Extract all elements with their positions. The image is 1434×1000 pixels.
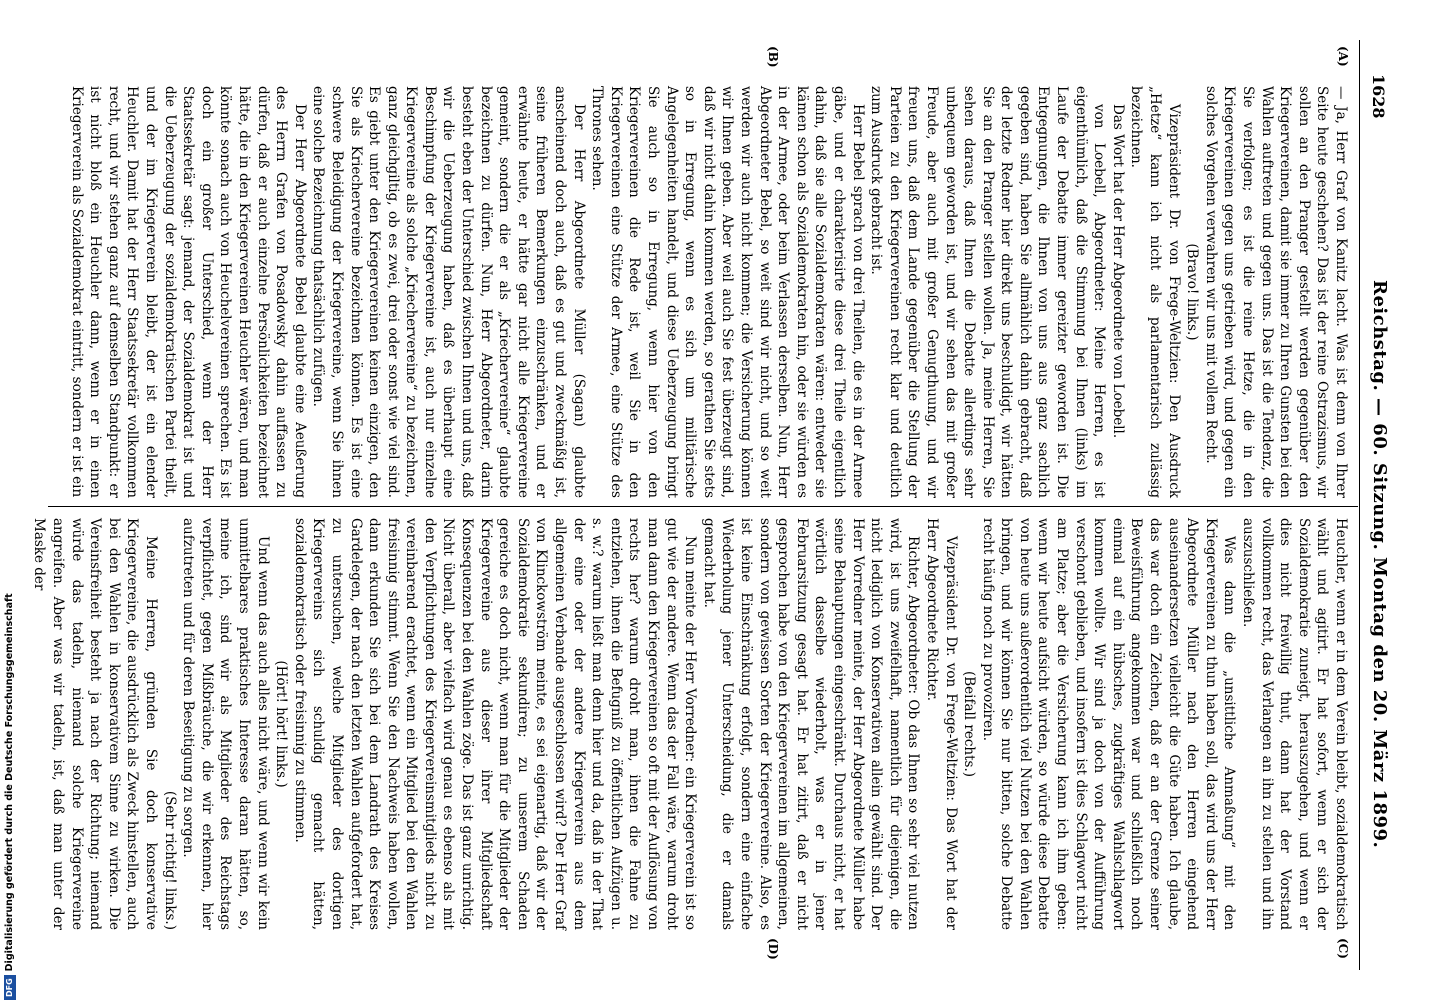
paragraph: (Beifall rechts.): [961, 670, 978, 778]
paragraph: (Bravo! links.): [1184, 243, 1201, 341]
page-number: 1628: [1369, 74, 1388, 119]
paragraph: Vizepräsident Dr. von Frege-Weltzien: Den Ausdruck „Hetze“ kann ich nicht als parlamentarisch zulässig bezeichnen.: [1128, 86, 1182, 498]
column-divider: [48, 506, 1358, 507]
paragraph: Was dann die „unsittliche Anmaßung“ mit den Kriegervereinen zu thun haben soll, das wird uns der Herr Abgeordnete Müller nach den Herren eingehend auseinandersetzen vielleicht die Güte haben. Ich glaube, das war doch ein Zeichen, daß er an der Grenze seiner Beweisführung angekommen war und schließlich noch einmal auf ein hübsches, zugkräftiges Wahlschlagwort kommen wollte. Wir sind ja doch von der Aufführung verschont geblieben, und insofern ist dies Schlagwort nicht am Platze; aber die Versicherung kann ich ihm geben: wenn wir heute aufsicht würden, so würde diese Debatte von heute uns außerordentlich viel Nutzen bei den Wahlen bringen, und wir können Sie nur bitten, solche Debatte recht häufig noch zu provoziren.: [979, 518, 1238, 930]
dfg-logo: DFG: [4, 975, 16, 1000]
paragraph: Nun meinte der Herr Vorredner: ein Kriegerverein ist so gut wie der andere. Wenn das der Fall wäre, warum droht man dann den Kriegervereinen so oft mit der Auflösung von rechts her? warum droht man, ihnen die Fahne zu entziehen, ihnen die Befugniß zu öffentlichen Aufzügen u. s. w.? warum ließt man denn hier und da, daß in der That der eine oder der andere Kriegerverein aus dem allgemeinen Verbande ausgeschlossen wird? Der Herr Graf von Klinckowström meinte, es sei eigenartig, daß wir der Sozialdemokratie sekundiren; zu unserem Schaden gereiche es doch nicht, wenn man für die Mitglieder der Kriegervereine aus dieser ihrer Mitgliedschaft Konsequenzen bei den Wahlen zöge. Das ist ganz unrichtig. Nicht überall, aber vielfach wird genau es ebenso als mit den Verpflichtungen des Kriegervereinsmitglieds nicht zu vereinbarend erachtet, wenn ein Mitglied bei den Wahlen freisinnig stimmt. Wenn Sie den Nachweis haben wollen, dann erkunden Sie sich bei dem Landrath des Kreises Gardelegen, der nach den letzten Wahlen aufgefordert hat, zu untersuchen, welche Mitglieder des dortigen Kriegervereins sich schuldig gemacht hätten, sozialdemokratisch oder freisinnig zu stimmen.: [291, 518, 699, 930]
margin-marker-b: (B): [766, 46, 780, 68]
paragraph: Und wenn das auch alles nicht wäre, und wenn wir kein unmittelbares praktisches Interesse daran hätten, so, meine ich, sind wir als Mitglieder des Reichstags verpflichtet, gegen Mißbräuche, die wir erkennen, hier aufzutreten und für deren Beseitigung zu sorgen.: [180, 518, 271, 930]
paragraph: (Hört! hört! links.): [273, 660, 290, 788]
credit-text: Digitalisierung gefördert durch die Deutsche Forschungsgemeinschaft: [4, 593, 15, 972]
paragraph: Richter, Abgeordneter: Ob das Ihnen so sehr viel nutzen wird, ist uns zweifelhaft, namentlich für diejenigen, die nicht lediglich von Konservativen allein gewählt sind. Der Herr Vorredner meinte, der Herr Abgeordnete Müller habe seine Behauptungen eingeschränkt. Durchaus nicht, er hat wörtlich dasselbe wiederholt, was er in jener Februarsitzung gesagt hat. Er hat zitirt, daß er nicht gesprochen habe von den Kriegervereinen im allgemeinen, sondern von gewissen Sorten der Kriegervereine. Also, es ist keine Einschränkung erfolgt, sondern eine einfache Wiederholung jener Unterscheidung, die er damals gemacht hat.: [700, 518, 922, 930]
page-canvas: [31, 40, 1400, 970]
left-text-column: [50, 86, 1350, 498]
paragraph: Das Wort hat der Herr Abgeordnete von Loebell.: [1109, 104, 1126, 439]
page-title: Reichstag. — 60. Sitzung. Montag den 20. März 1899.: [1369, 280, 1390, 849]
right-text-column: [31, 518, 1350, 930]
paragraph: Vizepräsident Dr. von Frege-Weltzien: Das Wort hat der Herr Abgeordnete Richter.: [923, 518, 959, 930]
paragraph: Herr Bebel sprach von drei Theilen, die es in der Armee gäbe, und er charakterisirte diese drei Theile eigentlich dahin, daß sie alle Sozialdemokraten wären: entweder sie kämen schon als Sozialdemokraten hin, oder sie würden es in der Armee, oder beim Verlassen derselben. Nun, Herr Abgeordneter Bebel, so weit sind wir nicht, und so weit werden wir auch nicht kommen; die Versicherung können wir Ihnen geben. Aber weil auch Sie fest überzeugt sind, daß wir nicht dahin kommen werden, so gerathen Sie stets so in Erregung, wenn es sich um militärische Angelegenheiten handelt, und diese Ueberzeugung bringt Sie auch so in Erregung, wenn hier von den Kriegervereinen die Rede ist, weil Sie in den Kriegervereinen eine Stütze der Armee, eine Stütze des Thrones sehen.: [589, 86, 866, 498]
scanned-page: [31, 40, 1400, 970]
margin-marker-d: (D): [766, 938, 780, 960]
paragraph: (Sehr richtig! links.): [161, 790, 178, 930]
page-header: [1359, 40, 1400, 970]
margin-marker-a: (A): [1336, 46, 1350, 67]
paragraph: Der Herr Abgeordnete Müller (Sagan) glaubte anscheinend doch auch, daß es gut und zweckmäßig ist, seine früheren Bemerkungen einzuschränken, und er erwähnte heute, er hätte gar nicht alle Kriegervereine gemeint, sondern die er als „Kriechervereine“ glaubte bezeichnen zu dürfen. Nun, Herr Abgeordneter, darin besteht eben der Unterschied zwischen Ihnen und uns, daß wir die Ueberzeugung haben, daß es überhaupt eine Beschimpfung der Kriegervereine ist, auch nur einzelne Kriegervereine als solche „Kriechervereine“ zu bezeichnen, ganz gleichgiltig, ob es zwei, drei oder sonst wie viel sind. Es giebt unter den Kriegervereinen keinen einzigen, den Sie als Kriechervereine bezeichnen können. Es ist eine schwere Beleidigung der Kriegervereine, wenn Sie ihnen eine solche Bezeichnung thatsächlich zufügen.: [310, 86, 587, 498]
paragraph: Der Herr Abgeordnete Bebel glaubte eine Aeußerung des Herrn Grafen von Posadowsky dahin auffassen zu dürfen, daß er auch einzelne Persönlichkeiten bezeichnet hätte, die in den Kriegervereinen Heuchler wären, und man könnte sonach auch von Heuchelvereinen sprechen. Es ist doch ein großer Unterschied, wenn der Herr Staatssekretär sagt: jemand, der Sozialdemokrat ist und die Ueberzeugung der sozialdemokratischen Partei theilt, und der im Kriegerverein bleibt, der ist ein elender Heuchler. Damit hat der Herr Staatssekretär vollkommen recht, und wir stehen ganz auf demselben Standpunkt: er ist nicht bloß ein Heuchler dann, wenn er in einen Kriegerverein als Sozialdemokrat eintritt, sondern er ist ein: [68, 86, 308, 498]
paragraph: — Ja, Herr Graf von Kanitz lacht. Was ist denn von Ihrer Seite heute geschehen? Das ist der reine Ostrazismus, wir sollen an den Pranger gestellt werden gegenüber den Kriegervereinen, damit sie immer zu Ihren Gunsten bei den Wahlen auftreten und gegen uns. Das ist die Tendenz, die Sie verfolgen; es ist die reine Hetze, die in den Kriegervereinen gegen uns getrieben wird, und gegen ein solches Vorgehen verwahren wir uns mit vollem Recht.: [1202, 86, 1349, 498]
paragraph: Meine Herren, gründen Sie doch konservative Kriegervereine, die ausdrücklich als Zweck hinstellen, auch bei den Wahlen in konservativem Sinne zu wirken. Die Vereinsfreiheit besteht ja nach der Richtung; niemand würde das tadeln, niemand solche Kriegervereine angreifen. Aber was wir tadeln, ist, daß man unter der Maske der: [31, 518, 159, 930]
margin-marker-c: (C): [1336, 938, 1350, 959]
paragraph: von Loebell, Abgeordneter: Meine Herren, es ist eigenthümlich, daß die Stimmung bei Ihnen (links) im Laufe der Debatte immer gereizter geworden ist. Die Entgegnungen, die Ihnen von uns aus ganz sachlich gegeben sind, haben Sie allmählich dahin gebracht, daß der letzte Redner hier direkt uns beschuldigt, wir hätten Sie an den Pranger stellen wollen. Ja, meine Herren, Sie sehen daraus, daß Ihnen die Debatte allerdings sehr unbequem geworden ist, und wir sehen das mit großer Freude, aber auch mit großer Genugthuung, und wir freuen uns, daß dem Lande gegenüber die Stellung der Parteien zu den Kriegervereinen recht klar und deutlich zum Ausdruck gebracht ist.: [868, 86, 1108, 498]
digitization-credit: [2, 0, 18, 1000]
paragraph: Heuchler, wenn er in dem Verein bleibt, sozialdemokratisch wählt und agitirt. Er hat sofort, wenn er sich der Sozialdemokratie zuneigt, herauszugehen, und wenn er dies nicht freiwillig thut, dann hat der Vorstand vollkommen recht, das Verlangen an ihn zu stellen und ihn auszuschließen.: [1240, 518, 1349, 930]
